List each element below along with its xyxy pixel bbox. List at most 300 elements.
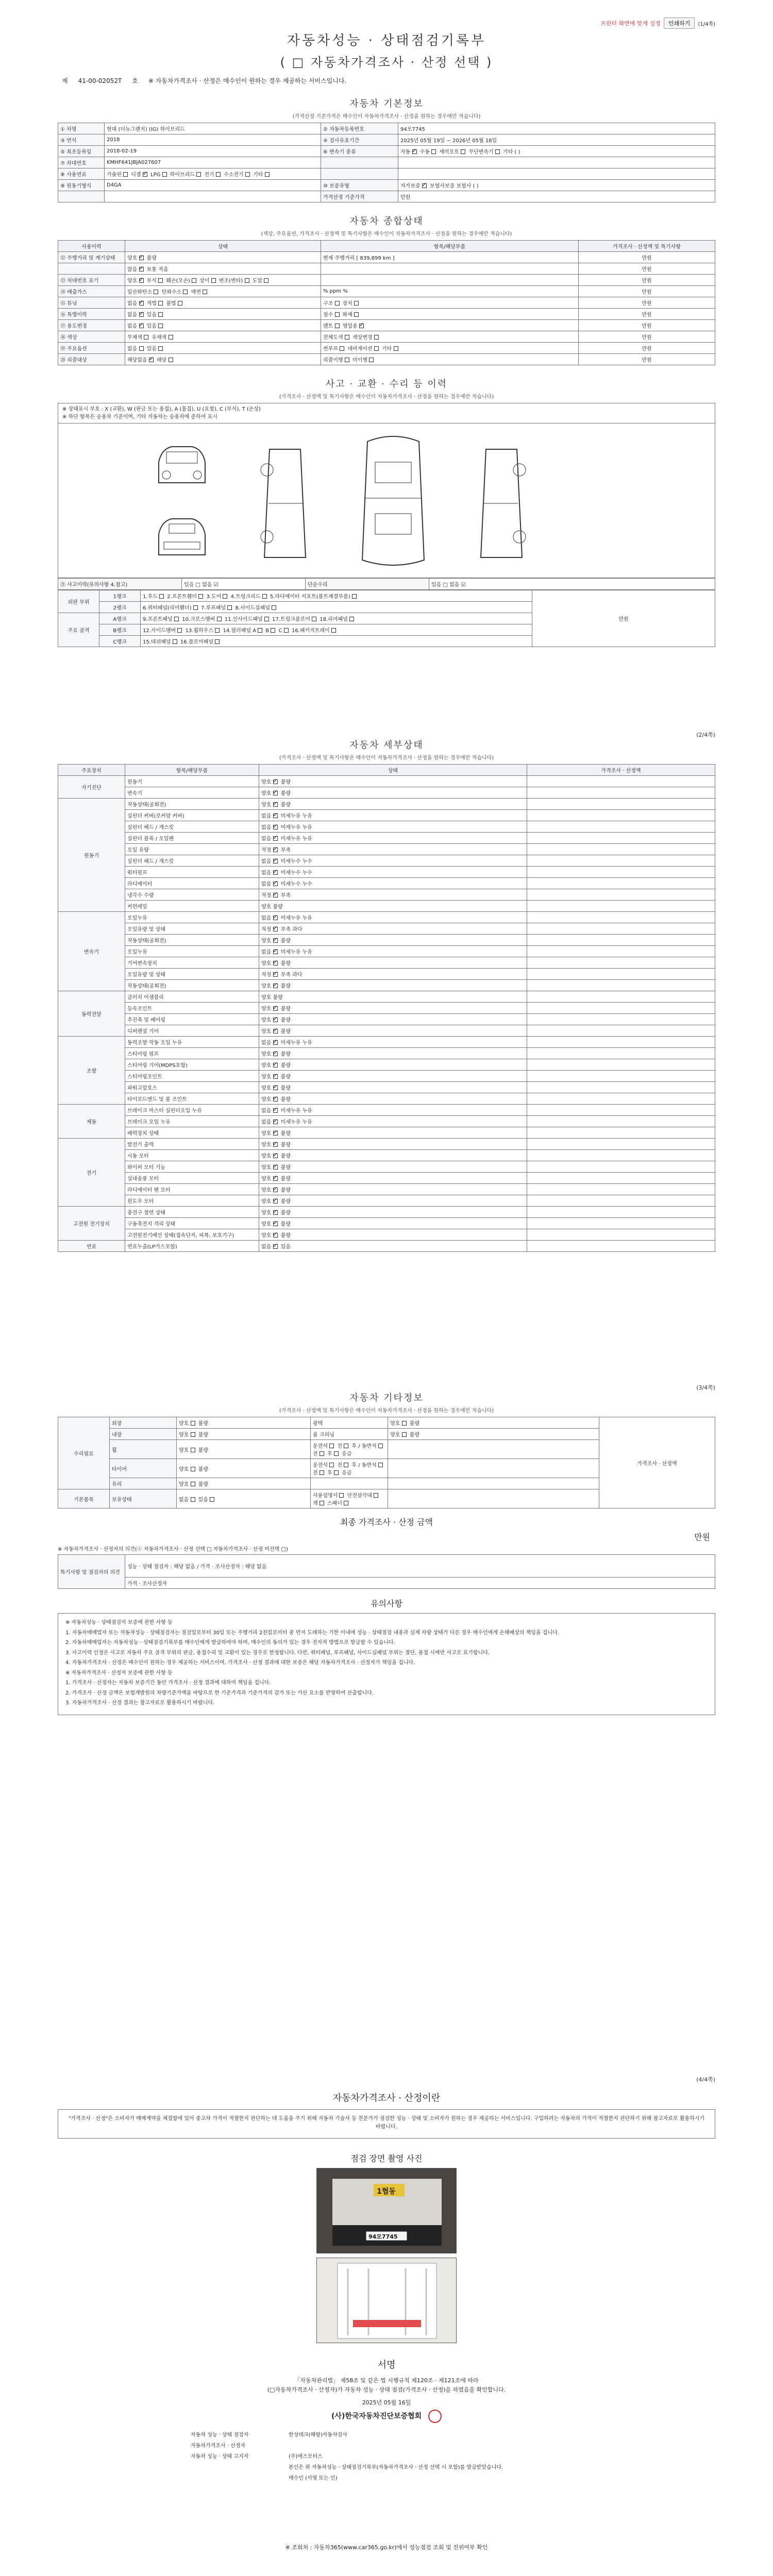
checkbox[interactable] bbox=[211, 278, 216, 283]
checkbox-checked[interactable] bbox=[143, 172, 147, 177]
accident-history-answer: 있음 □ 없음 ☑ bbox=[182, 579, 306, 590]
purpose-text: "가격조사 · 산정"은 소비자가 매매계약을 체결함에 있어 중고차 가격이 적절한지 판단하는 데 도움을 주기 위해 자동차 기술사 등 전문가가 점검한 성능 · 상태 및 소비자가 원하는 경우 제공하는 서비스입니다. 구입하려는 자동차의 가격이 적절한지 판단하기 위해 참고자료로 활용하시기 바랍니다. bbox=[68, 2116, 705, 2130]
detail-part-label: 디퍼렌셜 기어 bbox=[125, 1025, 259, 1037]
accident-rank-table bbox=[58, 590, 715, 647]
checkbox-checked[interactable] bbox=[273, 1074, 278, 1079]
checkbox[interactable] bbox=[258, 628, 262, 633]
checkbox-checked[interactable] bbox=[273, 1018, 278, 1022]
signatory-role: 자동차가격조사 · 산정자 bbox=[191, 2443, 246, 2449]
checkbox-checked[interactable] bbox=[273, 814, 278, 818]
other-part-state: 없음 있음 bbox=[177, 1489, 311, 1509]
checkbox-checked[interactable] bbox=[273, 938, 278, 943]
checkbox-checked[interactable] bbox=[273, 825, 278, 829]
detail-part-price bbox=[527, 1207, 715, 1218]
overall-status-label: ⑳ 리콜대상 bbox=[58, 354, 125, 365]
detail-part-state: 없음 ✓ 미세누유 누유 bbox=[259, 821, 527, 833]
photo-sign-text: 1협동 bbox=[377, 2188, 396, 2196]
basic-info-value: 2018-02-19 bbox=[105, 146, 321, 157]
detail-part-state: 없음 ✓ 있음 bbox=[259, 1241, 527, 1252]
signatory-name: 본인은 위 자동차성능 · 상태점검기록부(자동차가격조사 · 산정 선택 시 포함)를 발급받았습니다. bbox=[289, 2465, 503, 2471]
checkbox[interactable] bbox=[335, 312, 340, 317]
basic-info-label: ② 자동차등록번호 bbox=[321, 123, 398, 134]
signatory-row bbox=[191, 2463, 582, 2470]
checkbox-checked[interactable] bbox=[422, 183, 427, 188]
other-part-label: 광택 bbox=[311, 1417, 388, 1429]
checkbox[interactable] bbox=[123, 172, 128, 177]
detail-part-label: 와이퍼 모터 기능 bbox=[125, 1161, 259, 1173]
detail-part-label: 충전구 절연 상태 bbox=[125, 1207, 259, 1218]
detail-part-label: 커먼레일 bbox=[125, 901, 259, 912]
detail-status-row bbox=[58, 1105, 715, 1116]
checkbox[interactable] bbox=[394, 346, 398, 351]
detail-part-price bbox=[527, 1105, 715, 1116]
car-left-side bbox=[254, 444, 316, 563]
other-part-label: 유리 bbox=[110, 1478, 177, 1489]
checkbox[interactable] bbox=[264, 278, 268, 283]
signatory-row bbox=[191, 2441, 582, 2449]
photo-front bbox=[316, 2168, 457, 2253]
overall-status-row bbox=[58, 252, 715, 263]
checkbox[interactable] bbox=[320, 1451, 324, 1456]
detail-part-label: 기어변속장치 bbox=[125, 957, 259, 969]
detail-part-price bbox=[527, 1127, 715, 1139]
checkbox-checked[interactable] bbox=[273, 1120, 278, 1124]
detail-part-price bbox=[527, 957, 715, 969]
detail-part-label: 라디에이터 팬 모터 bbox=[125, 1184, 259, 1195]
detail-part-state: 없음 ✓ 미세누유 누유 bbox=[259, 810, 527, 821]
checkbox[interactable] bbox=[264, 617, 269, 621]
checkbox[interactable] bbox=[227, 605, 232, 610]
detail-part-label: 실린더 헤드 / 개스킷 bbox=[125, 855, 259, 867]
detail-part-state: 없음 ✓ 미세누유 누유 bbox=[259, 1037, 527, 1048]
page-3 bbox=[58, 1383, 715, 2058]
overall-status-price: 만원 bbox=[579, 286, 715, 297]
detail-status-row bbox=[58, 957, 715, 969]
checkbox[interactable] bbox=[174, 617, 179, 621]
checkbox[interactable] bbox=[191, 1497, 195, 1502]
detail-part-price bbox=[527, 787, 715, 799]
checkbox-checked[interactable] bbox=[273, 1142, 278, 1147]
checkbox[interactable] bbox=[320, 1501, 324, 1505]
signatory-role bbox=[191, 2473, 289, 2481]
checkbox-checked[interactable] bbox=[273, 1029, 278, 1033]
other-info-title: 자동차 기타정보 bbox=[349, 1393, 424, 1403]
basic-info-title: 자동차 기본정보 bbox=[349, 98, 424, 109]
purpose-title: 자동차가격조사 · 산정이란 bbox=[332, 2093, 441, 2104]
checkbox[interactable] bbox=[159, 594, 164, 599]
detail-status-row bbox=[58, 1082, 715, 1093]
overall-status-detail: 리콜이행 미이행 bbox=[321, 354, 579, 365]
checkbox-checked[interactable] bbox=[273, 972, 278, 977]
checkbox[interactable] bbox=[144, 335, 148, 340]
final-price-title: 최종 가격조사 · 산정 금액 bbox=[340, 1517, 433, 1527]
overall-header-item: 항목/해당부품 bbox=[321, 241, 579, 252]
checkbox[interactable] bbox=[334, 1451, 339, 1456]
overall-status-detail: % ppm % bbox=[321, 286, 579, 297]
photo-title: 점검 장면 촬영 사진 bbox=[350, 2154, 423, 2163]
overall-status-row bbox=[58, 263, 715, 275]
detail-part-label: 워터펌프 bbox=[125, 867, 259, 878]
overall-status-row bbox=[58, 309, 715, 320]
checkbox-checked[interactable] bbox=[273, 1176, 278, 1181]
sign-date: 2025년 05월 16일 bbox=[362, 2399, 411, 2406]
detail-status-row bbox=[58, 1184, 715, 1195]
detail-part-state: 적정 ✓ 부족 과다 bbox=[259, 969, 527, 980]
checkbox[interactable] bbox=[210, 1497, 214, 1502]
checkbox-checked[interactable] bbox=[273, 1244, 278, 1249]
detail-status-row bbox=[58, 901, 715, 912]
accident-rank-items: 6.쿼터패널(리어휀더) 7.루프패널 8.사이드실패널 bbox=[141, 602, 532, 613]
checkbox-checked[interactable] bbox=[273, 836, 278, 841]
overall-header-state: 상태 bbox=[125, 241, 321, 252]
overall-status-state: 없음 ✓ 적법 불법 bbox=[125, 297, 321, 309]
checkbox[interactable] bbox=[203, 290, 207, 294]
checkbox[interactable] bbox=[369, 358, 374, 362]
checkbox-checked[interactable] bbox=[273, 1063, 278, 1067]
notice-item: 4. 자동차가격조사 · 산정은 매수인이 원하는 경우 제공하는 서비스이며, 가격조사 · 산정 결과에 대한 보증은 해당 자동차가격조사 · 산정자가 책임을 집니다. bbox=[65, 1660, 415, 1666]
checkbox-checked[interactable] bbox=[273, 1188, 278, 1192]
detail-part-state: 양호 불량 bbox=[259, 991, 527, 1003]
detail-status-row bbox=[58, 844, 715, 855]
other-part-label: 운전석 전 후 / 동반석 전 후 응급 bbox=[311, 1440, 388, 1459]
opinion-table bbox=[58, 1554, 715, 1589]
checkbox-checked[interactable] bbox=[273, 950, 278, 954]
checkbox[interactable] bbox=[158, 312, 163, 317]
detail-part-price bbox=[527, 1218, 715, 1229]
checkbox[interactable] bbox=[329, 1444, 334, 1448]
checkbox-checked[interactable] bbox=[149, 358, 154, 362]
checkbox[interactable] bbox=[402, 1421, 407, 1426]
detail-part-price bbox=[527, 1195, 715, 1207]
checkbox[interactable] bbox=[193, 605, 198, 610]
other-group-label: 기본품목 bbox=[58, 1489, 110, 1509]
detail-device-label: 변속기 bbox=[58, 912, 125, 991]
detail-part-price bbox=[527, 810, 715, 821]
page-2 bbox=[58, 731, 715, 1369]
overall-status-price: 만원 bbox=[579, 263, 715, 275]
other-part-state bbox=[388, 1489, 599, 1509]
notice-item: ※ 자동차성능 · 상태점검자 보증에 관한 사항 등 bbox=[65, 1620, 173, 1625]
overall-status-row bbox=[58, 297, 715, 309]
accident-title: 사고 · 교환 · 수리 등 이력 bbox=[325, 379, 448, 389]
checkbox[interactable] bbox=[354, 312, 359, 317]
checkbox-checked[interactable] bbox=[273, 1222, 278, 1226]
checkbox[interactable] bbox=[217, 617, 222, 621]
checkbox[interactable] bbox=[158, 324, 163, 328]
photo-plate-text: 94모7745 bbox=[368, 2233, 398, 2240]
checkbox[interactable] bbox=[158, 346, 163, 351]
checkbox[interactable] bbox=[192, 278, 196, 283]
print-button[interactable]: 인쇄하기 bbox=[664, 18, 695, 29]
detail-header-price: 가격조사 · 산정액 bbox=[527, 765, 715, 776]
sign-statement-line-2: (□자동차가격조사 · 산정자)가 자동차 성능 · 상태 점검(가격조사 · 산정)을 하였음을 확인합니다. bbox=[267, 2386, 506, 2393]
checkbox[interactable] bbox=[461, 149, 465, 154]
detail-part-label: 작동상태(공회전) bbox=[125, 980, 259, 991]
basic-info-label: ⑥ 변속기 종류 bbox=[321, 146, 398, 157]
other-part-label: 보유상태 bbox=[110, 1489, 177, 1509]
detail-status-row bbox=[58, 889, 715, 901]
checkbox[interactable] bbox=[335, 324, 340, 328]
checkbox-checked[interactable] bbox=[273, 791, 278, 795]
checkbox-checked[interactable] bbox=[273, 961, 278, 965]
overall-status-row bbox=[58, 286, 715, 297]
checkbox[interactable] bbox=[191, 1421, 195, 1426]
overall-status-table bbox=[58, 240, 715, 365]
checkbox-checked[interactable] bbox=[412, 149, 417, 154]
checkbox[interactable] bbox=[495, 149, 500, 154]
checkbox-checked[interactable] bbox=[273, 1233, 278, 1238]
detail-part-label: 타이로드엔드 및 볼 조인트 bbox=[125, 1093, 259, 1105]
checkbox-checked[interactable] bbox=[273, 1040, 278, 1045]
checkbox-checked[interactable] bbox=[139, 256, 144, 260]
checkbox-checked[interactable] bbox=[139, 278, 144, 283]
checkbox[interactable] bbox=[374, 1493, 378, 1498]
detail-part-label: 배력장치 상태 bbox=[125, 1127, 259, 1139]
detail-part-label: 동력조향 작동 오일 누유 bbox=[125, 1037, 259, 1048]
checkbox[interactable] bbox=[378, 1444, 383, 1448]
other-part-label: 룸 크리닝 bbox=[311, 1429, 388, 1440]
checkbox-checked[interactable] bbox=[273, 1154, 278, 1158]
checkbox-checked[interactable] bbox=[273, 916, 278, 920]
checkbox[interactable] bbox=[402, 1432, 407, 1437]
car-diagram bbox=[58, 423, 715, 578]
detail-part-price bbox=[527, 991, 715, 1003]
detail-status-table bbox=[58, 764, 715, 1252]
checkbox[interactable] bbox=[265, 172, 270, 177]
detail-part-price bbox=[527, 1082, 715, 1093]
checkbox[interactable] bbox=[374, 346, 379, 351]
detail-part-label: 오일누유 bbox=[125, 912, 259, 923]
basic-info-row bbox=[58, 191, 715, 202]
detail-part-state: 양호 ✓ 불량 bbox=[259, 1218, 527, 1229]
checkbox[interactable] bbox=[191, 1448, 195, 1452]
checkbox[interactable] bbox=[162, 172, 167, 177]
checkbox[interactable] bbox=[339, 1493, 344, 1498]
other-part-label: 휠 bbox=[110, 1440, 177, 1459]
detail-part-state: 양호 ✓ 불량 bbox=[259, 1229, 527, 1241]
detail-part-label: 실린더 블록 / 오일팬 bbox=[125, 833, 259, 844]
detail-part-state: 양호 ✓ 불량 bbox=[259, 935, 527, 946]
basic-info-note: (가격산정 기준가격은 매수인이 자동차가격조사 · 산정을 원하는 경우에만 적습니다) bbox=[292, 114, 481, 120]
detail-part-price bbox=[527, 1037, 715, 1048]
overall-status-label: ⑮ 튜닝 bbox=[58, 297, 125, 309]
checkbox-checked[interactable] bbox=[273, 1199, 278, 1204]
detail-header-state: 상태 bbox=[259, 765, 527, 776]
checkbox[interactable] bbox=[284, 628, 289, 633]
basic-info-label bbox=[58, 191, 105, 202]
print-toolbar bbox=[600, 18, 715, 29]
detail-part-price bbox=[527, 799, 715, 810]
checkbox[interactable] bbox=[178, 301, 182, 306]
detail-part-label: 파워고압호스 bbox=[125, 1082, 259, 1093]
page-4 bbox=[58, 2075, 715, 2554]
detail-status-row bbox=[58, 855, 715, 867]
checkbox-checked[interactable] bbox=[273, 1131, 278, 1136]
opinion-label: 특기사항 및 점검자의 의견 bbox=[58, 1555, 125, 1589]
checkbox-checked[interactable] bbox=[139, 312, 144, 317]
overall-status-price: 만원 bbox=[579, 275, 715, 286]
detail-status-row bbox=[58, 1025, 715, 1037]
checkbox[interactable] bbox=[352, 594, 357, 599]
detail-status-row bbox=[58, 1150, 715, 1161]
checkbox[interactable] bbox=[191, 1432, 195, 1437]
checkbox-checked[interactable] bbox=[139, 301, 144, 306]
checkbox[interactable] bbox=[378, 1463, 383, 1467]
signatory-row bbox=[191, 2473, 582, 2481]
detail-part-state: 양호 ✓ 불량 bbox=[259, 1048, 527, 1059]
basic-info-value bbox=[398, 168, 715, 180]
checkbox[interactable] bbox=[431, 149, 436, 154]
checkbox[interactable] bbox=[312, 617, 316, 621]
checkbox[interactable] bbox=[158, 278, 163, 283]
checkbox-checked[interactable] bbox=[273, 1052, 278, 1056]
checkbox[interactable] bbox=[374, 335, 379, 340]
detail-status-row bbox=[58, 810, 715, 821]
checkbox[interactable] bbox=[154, 290, 158, 294]
checkbox[interactable] bbox=[345, 335, 349, 340]
checkbox[interactable] bbox=[262, 594, 267, 599]
other-price-column: 가격조사 · 산정액 bbox=[599, 1417, 715, 1509]
checkbox-checked[interactable] bbox=[273, 984, 278, 988]
checkbox[interactable] bbox=[223, 594, 227, 599]
checkbox-checked[interactable] bbox=[139, 324, 144, 328]
checkbox[interactable] bbox=[329, 1463, 334, 1467]
checkbox[interactable] bbox=[177, 628, 182, 633]
checkbox-checked[interactable] bbox=[273, 893, 278, 897]
checkbox[interactable] bbox=[169, 358, 173, 362]
overall-status-detail: 침수 화재 bbox=[321, 309, 579, 320]
checkbox[interactable] bbox=[271, 628, 275, 633]
checkbox[interactable] bbox=[196, 172, 201, 177]
car-front-view bbox=[151, 434, 213, 490]
detail-part-state: 없음 ✓ 미세누유 누유 bbox=[259, 912, 527, 923]
overall-status-state: 없음 있음 bbox=[125, 343, 321, 354]
checkbox[interactable] bbox=[216, 172, 221, 177]
checkbox[interactable] bbox=[215, 639, 220, 644]
detail-part-state: 적정 ✓ 부족 bbox=[259, 889, 527, 901]
checkbox-checked[interactable] bbox=[273, 802, 278, 807]
sign-title: 서명 bbox=[377, 2360, 396, 2370]
detail-part-label: 브레이크 오일 누유 bbox=[125, 1116, 259, 1127]
detail-part-state: 양호 ✓ 불량 bbox=[259, 1025, 527, 1037]
signatory-name: 매수인 (서명 또는 인) bbox=[289, 2476, 338, 2482]
basic-info-label: ⑨ 원동기형식 bbox=[58, 180, 105, 191]
basic-info-label: ⑦ 차대번호 bbox=[58, 157, 105, 168]
detail-part-label: 연료누출(LP가스포함) bbox=[125, 1241, 259, 1252]
checkbox[interactable] bbox=[245, 172, 250, 177]
checkbox[interactable] bbox=[345, 358, 349, 362]
basic-info-value: 만원 bbox=[398, 191, 715, 202]
checkbox[interactable] bbox=[191, 1482, 195, 1486]
other-part-label bbox=[311, 1478, 388, 1489]
checkbox[interactable] bbox=[215, 628, 220, 633]
detail-part-label: 발전기 출력 bbox=[125, 1139, 259, 1150]
checkbox[interactable] bbox=[344, 1463, 348, 1467]
opinion-text: 성능 · 상태 점검자 : 해당 없음 / 가격 · 조사산정자 : 해당 없음 bbox=[125, 1555, 715, 1578]
other-part-state: 양호 불량 bbox=[388, 1417, 599, 1429]
checkbox[interactable] bbox=[272, 605, 276, 610]
checkbox-checked[interactable] bbox=[273, 848, 278, 852]
detail-part-label: 냉각수 수량 bbox=[125, 889, 259, 901]
checkbox-checked[interactable] bbox=[273, 927, 278, 931]
detail-status-row bbox=[58, 912, 715, 923]
other-part-state: 양호 불량 bbox=[177, 1429, 311, 1440]
checkbox-checked[interactable] bbox=[273, 859, 278, 863]
checkbox-checked[interactable] bbox=[273, 1210, 278, 1215]
checkbox[interactable] bbox=[344, 1501, 348, 1505]
checkbox-checked[interactable] bbox=[273, 870, 278, 875]
document-number-row bbox=[62, 76, 715, 85]
checkbox[interactable] bbox=[139, 346, 144, 351]
accident-legend-line-2: ※ 하단 항목은 승용차 기준이며, 기타 자동차는 승용차에 준하여 표시 bbox=[62, 414, 217, 420]
basic-info-value: 2025년 05월 19일 ~ 2026년 05월 18일 bbox=[398, 134, 715, 146]
checkbox[interactable] bbox=[334, 1470, 339, 1475]
detail-part-price bbox=[527, 889, 715, 901]
checkbox[interactable] bbox=[335, 301, 340, 306]
checkbox[interactable] bbox=[191, 1467, 195, 1471]
detail-part-price bbox=[527, 1116, 715, 1127]
checkbox-checked[interactable] bbox=[273, 1108, 278, 1113]
checkbox[interactable] bbox=[349, 617, 354, 621]
checkbox[interactable] bbox=[173, 639, 177, 644]
detail-part-label: 실내송풍 모터 bbox=[125, 1173, 259, 1184]
detail-device-label: 자기진단 bbox=[58, 776, 125, 799]
checkbox-checked[interactable] bbox=[139, 267, 144, 272]
detail-part-state: 양호 ✓ 불량 bbox=[259, 1127, 527, 1139]
accident-history-label: ㉑ 사고이력(유의사항 4.참고) bbox=[58, 579, 182, 590]
other-part-label: 외장 bbox=[110, 1417, 177, 1429]
checkbox-checked[interactable] bbox=[273, 1086, 278, 1090]
checkbox-checked[interactable] bbox=[359, 324, 364, 328]
detail-part-state: 양호 ✓ 불량 bbox=[259, 980, 527, 991]
checkbox[interactable] bbox=[354, 301, 359, 306]
checkbox-checked[interactable] bbox=[273, 779, 278, 784]
checkbox[interactable] bbox=[331, 628, 336, 633]
checkbox-checked[interactable] bbox=[273, 882, 278, 886]
detail-status-row bbox=[58, 799, 715, 810]
detail-part-state: 양호 ✓ 불량 bbox=[259, 1173, 527, 1184]
sign-statement bbox=[58, 2376, 715, 2394]
checkbox[interactable] bbox=[344, 1444, 348, 1448]
final-price-value: 만원 bbox=[694, 1532, 710, 1542]
detail-part-state: 없음 ✓ 미세누유 누유 bbox=[259, 833, 527, 844]
detail-part-state: 양호 ✓ 불량 bbox=[259, 799, 527, 810]
other-part-state: 양호 불량 bbox=[388, 1429, 599, 1440]
overall-status-title: 자동차 종합상태 bbox=[349, 216, 424, 227]
detail-part-price bbox=[527, 1229, 715, 1241]
detail-part-label: 오일 유량 bbox=[125, 844, 259, 855]
basic-info-row bbox=[58, 123, 715, 134]
checkbox[interactable] bbox=[340, 346, 344, 351]
checkbox[interactable] bbox=[169, 335, 173, 340]
overall-status-state: 무채색 유채색 bbox=[125, 331, 321, 343]
checkbox[interactable] bbox=[245, 278, 249, 283]
checkbox[interactable] bbox=[198, 594, 203, 599]
checkbox[interactable] bbox=[320, 1470, 324, 1475]
checkbox[interactable] bbox=[158, 301, 163, 306]
detail-status-row bbox=[58, 1207, 715, 1218]
detail-device-label: 원동기 bbox=[58, 799, 125, 912]
detail-status-row bbox=[58, 1139, 715, 1150]
checkbox[interactable] bbox=[183, 290, 188, 294]
checkbox-checked[interactable] bbox=[273, 1097, 278, 1101]
detail-header-device: 주요장치 bbox=[58, 765, 125, 776]
checkbox-checked[interactable] bbox=[273, 1165, 278, 1170]
purpose-box bbox=[58, 2109, 715, 2139]
other-part-state: 양호 불량 bbox=[177, 1440, 311, 1459]
checkbox-checked[interactable] bbox=[273, 1006, 278, 1011]
detail-part-state: 적정 ✓ 부족 bbox=[259, 844, 527, 855]
